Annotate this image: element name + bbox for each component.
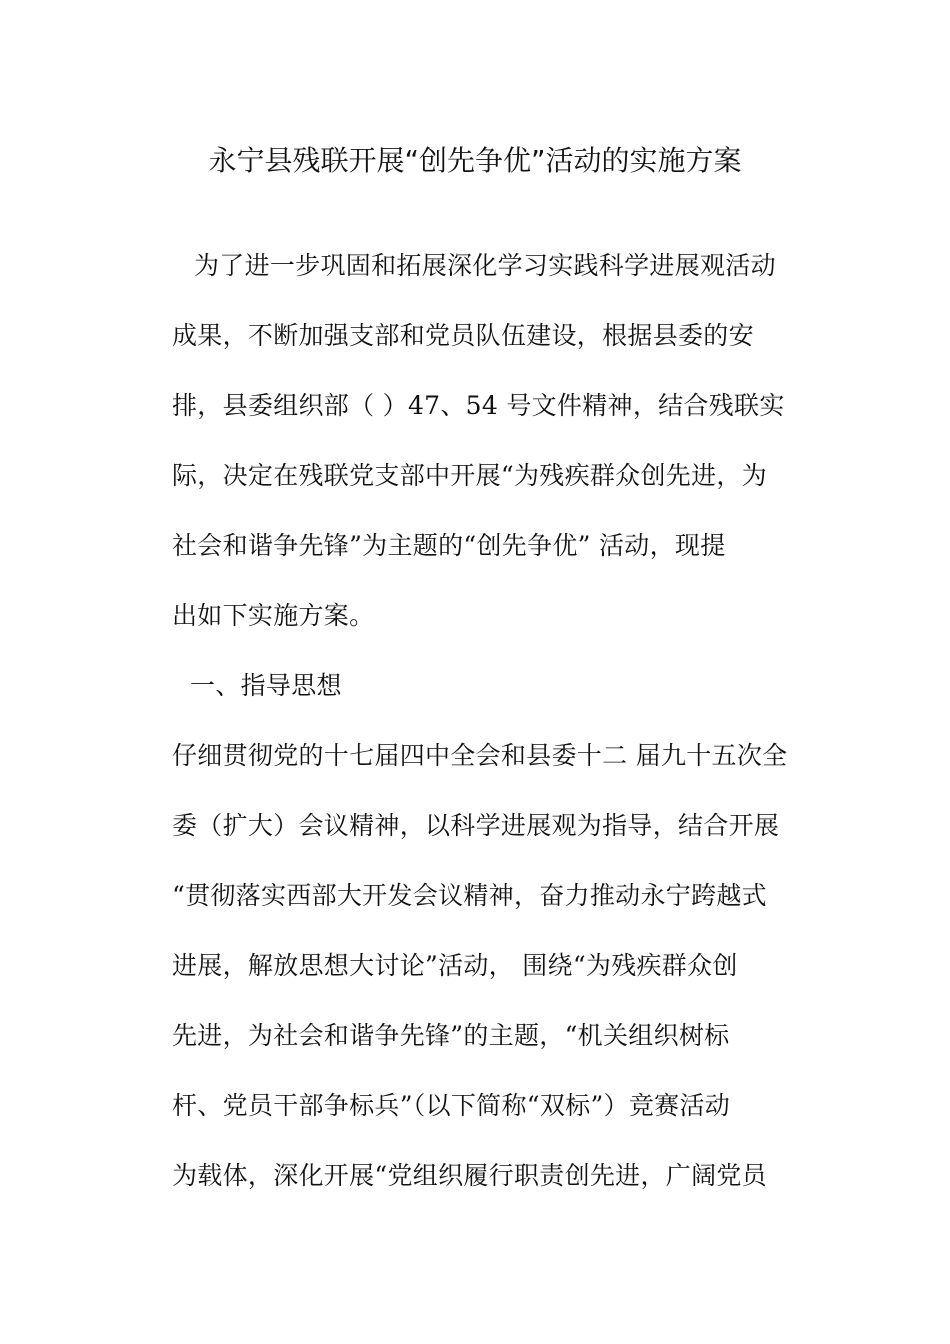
paragraph-line-4: 际，决定在残联党支部中开展“为残疾群众创先进，为 xyxy=(172,461,767,490)
paragraph-line-6: 出如下实施方案。 xyxy=(172,601,375,630)
document-title: 永宁县残联开展“创先争优”活动的实施方案 xyxy=(208,144,742,177)
paragraph-line-2: 成果，不断加强支部和党员队伍建设，根据县委的安 xyxy=(172,321,754,350)
paragraph-line-5: 社会和谐争先锋”为主题的“创先争优” 活动，现提 xyxy=(172,531,726,560)
paragraph-line-11: 先进，为社会和谐争先锋”的主题，“机关组织树标 xyxy=(172,1021,730,1050)
paragraph-line-1: 为了进一步巩固和拓展深化学习实践科学进展观活动 xyxy=(194,251,776,280)
paragraph-line-13: 为载体，深化开展“党组织履行职责创先进，广阔党员 xyxy=(172,1161,767,1190)
paragraph-line-10: 进展，解放思想大讨论”活动， 围绕“为残疾群众创 xyxy=(172,951,738,980)
paragraph-line-3: 排，县委组织部（ ）47、54 号文件精神，结合残联实 xyxy=(172,391,785,420)
section-heading-1: 一、指导思想 xyxy=(190,671,342,700)
paragraph-line-8: 委（扩大）会议精神，以科学进展观为指导，结合开展 xyxy=(172,811,780,840)
paragraph-line-9: “贯彻落实西部大开发会议精神，奋力推动永宁跨越式 xyxy=(172,881,767,910)
paragraph-line-12: 杆、党员干部争标兵”（以下简称“双标”）竞赛活动 xyxy=(172,1091,731,1120)
paragraph-line-7: 仔细贯彻党的十七届四中全会和县委十二 届九十五次全 xyxy=(172,741,788,770)
